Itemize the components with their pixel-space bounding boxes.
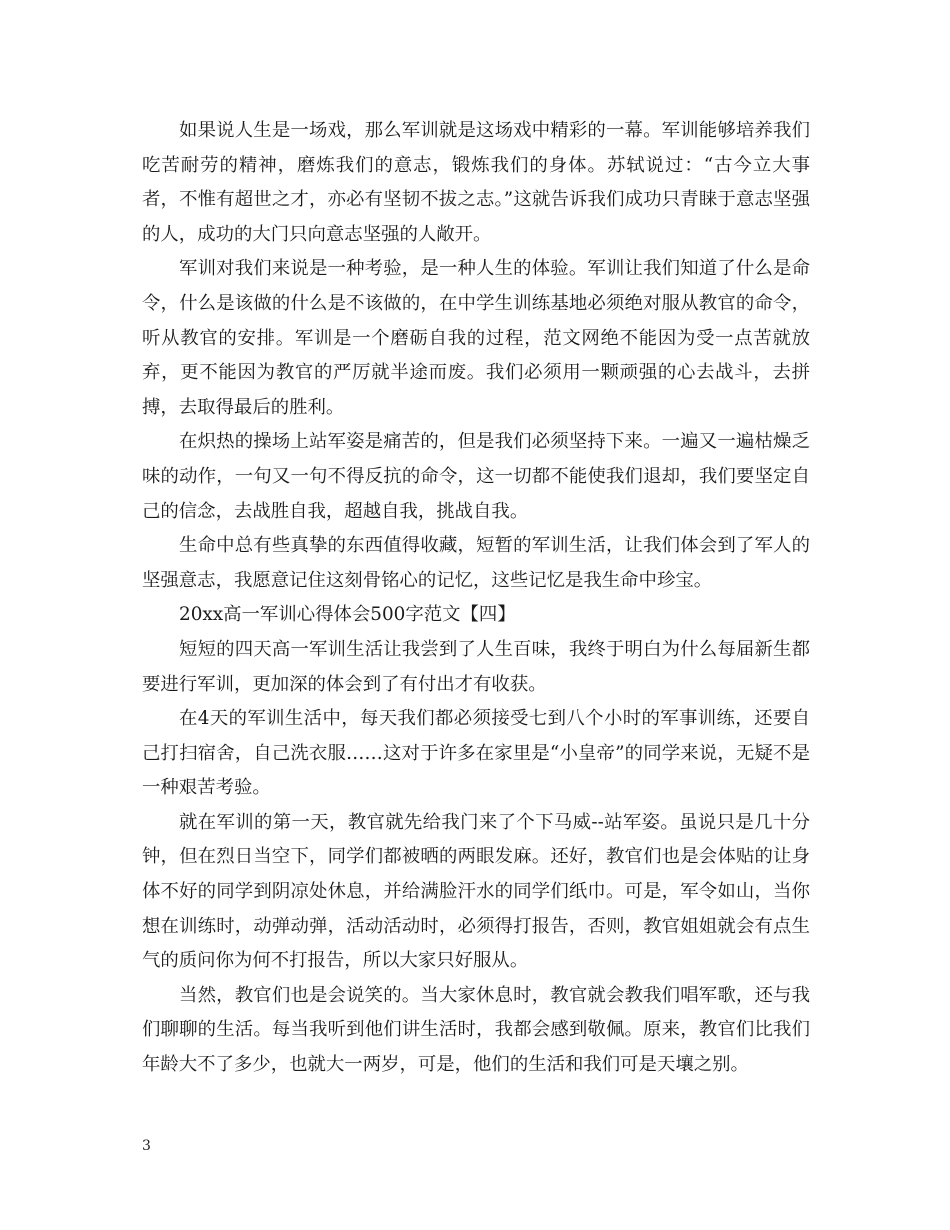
- paragraph-6: 短短的四天高一军训生活让我尝到了人生百味，我终于明白为什么每届新生都要进行军训，更加深的体会到了有付出才有收获。: [142, 638, 810, 695]
- section-heading: 20xx高一军训心得体会500字范文【四】: [179, 604, 516, 626]
- paragraph-2: 军训对我们来说是一种考验，是一种人生的体验。军训让我们知道了什么是命令，什么是该做的什么是不该做的，在中学生训练基地必须绝对服从教官的命令，听从教官的安排。军训是一个磨砺自我的过程，范文网绝不能因为受一点苦就放弃，更不能因为教官的严厉就半途而废。我们必须用一颗顽强的心去战斗，去拼搏，去取得最后的胜利。: [142, 258, 810, 418]
- paragraph-1: 如果说人生是一场戏，那么军训就是这场戏中精彩的一幕。军训能够培养我们吃苦耐劳的精神，磨炼我们的意志，锻炼我们的身体。苏轼说过：“古今立大事者，不惟有超世之才，亦必有坚韧不拔之志。”这就告诉我们成功只青睐于意志坚强的人，成功的大门只向意志坚强的人敞开。: [142, 120, 810, 245]
- paragraph-9: 当然，教官们也是会说笑的。当大家休息时，教官就会教我们唱军歌，还与我们聊聊的生活。每当我听到他们讲生活时，我都会感到敬佩。原来，教官们比我们年龄大不了多少，也就大一两岁，可是，他们的生活和我们可是天壤之别。: [142, 984, 810, 1076]
- document-body: [142, 114, 810, 1083]
- paragraph-7: 在4天的军训生活中，每天我们都必须接受七到八个小时的军事训练，还要自己打扫宿舍，自己洗衣服……这对于许多在家里是“小皇帝”的同学来说，无疑不是一种艰苦考验。: [142, 708, 810, 799]
- paragraph-3: 在炽热的操场上站军姿是痛苦的，但是我们必须坚持下来。一遍又一遍枯燥乏味的动作，一句又一句不得反抗的命令，这一切都不能使我们退却，我们要坚定自己的信念，去战胜自我，超越自我，挑战自我。: [142, 431, 810, 522]
- paragraph-4: 生命中总有些真挚的东西值得收藏，短暂的军训生活，让我们体会到了军人的坚强意志，我愿意记住这刻骨铭心的记忆，这些记忆是我生命中珍宝。: [142, 535, 810, 591]
- paragraph-8: 就在军训的第一天，教官就先给我门来了个下马威--站军姿。虽说只是几十分钟，但在烈日当空下，同学们都被晒的两眼发麻。还好，教官们也是会体贴的让身体不好的同学到阴凉处休息，并给满脸汗水的同学们纸巾。可是，军令如山，当你想在训练时，动弹动弹，活动活动时，必须得打报告，否则，教官姐姐就会有点生气的质问你为何不打报告，所以大家只好服从。: [142, 811, 810, 972]
- page-number: 3: [142, 1138, 151, 1154]
